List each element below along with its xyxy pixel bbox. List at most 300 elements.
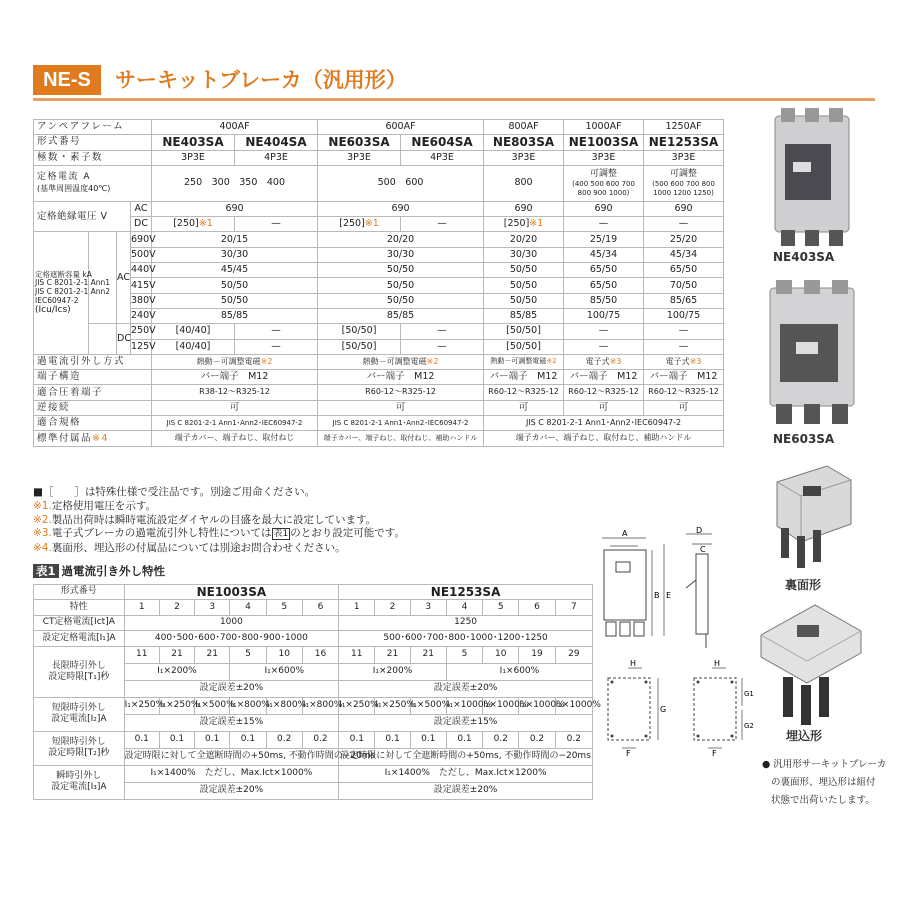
rated-range: 800 900 1000) [577, 189, 630, 198]
crimp-cell: R60-12～R325-12 [318, 385, 484, 400]
model-cell: NE603SA [318, 135, 401, 150]
spec-row [34, 120, 724, 135]
footnote [762, 756, 886, 810]
voltage-label: 380V [131, 293, 152, 308]
voltage-label: 690V [131, 232, 152, 247]
idx-cell: 2 [159, 600, 194, 615]
reverse-cell: 可 [564, 400, 644, 415]
note-text: 電子式ブレーカの過電流引外し特性については [51, 527, 272, 540]
ne603sa-image [766, 280, 858, 426]
model-cell: NE1253SA [644, 135, 724, 150]
long-cell: 21 [410, 646, 446, 663]
voltage-label: 240V [131, 308, 152, 323]
break-cell: 30/30 [152, 247, 318, 262]
stime-note: 設定時限に対して全遮断時間の+50ms, 不動作時間の−20ms [124, 748, 339, 765]
notes [33, 486, 405, 556]
poles-cell: 4P3E [401, 150, 484, 165]
long-label [34, 646, 125, 697]
ins-ac: 690 [644, 201, 724, 216]
ct-cell: 1250 [339, 615, 593, 630]
caption-ne603sa: NE603SA [773, 432, 835, 446]
set-label: 設定定格電流[I₁]A [34, 631, 125, 646]
idx-cell: 4 [230, 600, 266, 615]
note-text: 製品出荷時は瞬時電流設定ダイヤルの目盛を最大に設定しています。 [51, 513, 377, 526]
short-cell: I₁×800% [302, 697, 338, 714]
spec-row [34, 339, 724, 354]
trip-type: 電子式 [585, 356, 610, 366]
label-frame: アンペアフレーム [34, 120, 152, 135]
crimp-cell: R60-12～R325-12 [484, 385, 564, 400]
ins-dc-value: [250] [503, 218, 530, 230]
long-cell: 10 [266, 646, 302, 663]
poles-cell: 3P3E [318, 150, 401, 165]
frame-cell: 600AF [318, 120, 484, 135]
break-cell: 70/50 [644, 278, 724, 293]
long-cell: 19 [519, 646, 555, 663]
dim-e: E [666, 591, 672, 600]
poles-cell: 3P3E [644, 150, 724, 165]
rated-range: (500 600 700 800 [652, 180, 715, 189]
rated-range: 1000 1200 1250) [653, 189, 714, 198]
break-cell: — [564, 324, 644, 339]
stime-cell: 0.1 [159, 731, 194, 748]
break-cell: — [644, 339, 724, 354]
note-mark: ※1. [33, 499, 52, 512]
frame-cell: 800AF [484, 120, 564, 135]
ins-dc: — [564, 217, 644, 232]
footnote-line: 状態で出荷いたします。 [771, 795, 875, 806]
set-cell: 400･500･600･700･800･900･1000 [124, 631, 339, 646]
spec-row [34, 370, 724, 385]
long-cell: 21 [195, 646, 230, 663]
frame-cell: 400AF [152, 120, 318, 135]
long-cell: 5 [446, 646, 482, 663]
spec-row [34, 385, 724, 400]
break-cell: [50/50] [318, 339, 401, 354]
break-cell: [50/50] [484, 324, 564, 339]
spec-row [34, 416, 724, 431]
footnote-line: の裏面形、埋込形は組付 [771, 777, 876, 788]
idx-cell: 6 [302, 600, 338, 615]
note-line: ■［ ］は特殊仕様で受注品です。別途ご用命ください。 [33, 486, 316, 498]
stime-cell: 0.1 [375, 731, 410, 748]
idx-cell: 1 [124, 600, 159, 615]
reverse-cell: 可 [644, 400, 724, 415]
caption-ne403sa: NE403SA [773, 250, 835, 264]
break-cell: — [401, 339, 484, 354]
trip-row [34, 731, 593, 748]
break-cell: 85/85 [152, 308, 318, 323]
rated-800: 800 [484, 165, 564, 201]
accessory-cell: 端子カバー、端子ねじ、取付ねじ、補助ハンドル [318, 431, 484, 446]
label-line: 瞬時引外し [56, 771, 102, 782]
break-cell: 50/50 [152, 278, 318, 293]
voltage-label: 415V [131, 278, 152, 293]
note-mark: ※4 [92, 432, 110, 444]
trip-row [34, 585, 593, 600]
reverse-cell: 可 [152, 400, 318, 415]
ins-dc: — [235, 217, 318, 232]
spec-row [34, 201, 724, 216]
break-cell: 45/34 [564, 247, 644, 262]
trip-type: 熱動－可調整電磁 [490, 357, 547, 366]
trip-cell [318, 354, 484, 369]
short-cell: I₁×800% [266, 697, 302, 714]
inst-cell: I₁×1400% ただし、Max.Ict×1200% [339, 765, 593, 782]
idx-cell: 3 [410, 600, 446, 615]
label-crimp: 適合圧着端子 [34, 385, 152, 400]
short-cell: I₁×500% [195, 697, 230, 714]
trip-row [34, 765, 593, 782]
break-cell: 50/50 [484, 278, 564, 293]
long-cell: 16 [302, 646, 338, 663]
ins-ac: 690 [152, 201, 318, 216]
stime-cell: 0.1 [124, 731, 159, 748]
break-cell: 85/85 [318, 308, 484, 323]
reverse-cell: 可 [484, 400, 564, 415]
ac-label: AC [117, 232, 131, 324]
break-cell: 30/30 [318, 247, 484, 262]
break-cell: 30/30 [484, 247, 564, 262]
dim-d: D [696, 526, 703, 535]
rear-mount-image [767, 462, 855, 572]
terminal-cell: バー端子 M12 [564, 370, 644, 385]
breaking-label: JIS C 8201-2-1 Ann1 [35, 278, 111, 288]
long-cell: 21 [159, 646, 194, 663]
note-mark: ※2. [33, 513, 52, 526]
label-standard: 適合規格 [34, 416, 152, 431]
long-mul: I₁×600% [230, 663, 339, 680]
rated-1250 [644, 165, 724, 201]
break-cell: [40/40] [152, 339, 235, 354]
note-mark: ※3. [33, 527, 52, 540]
note-line [33, 527, 405, 542]
break-cell: 50/50 [318, 278, 484, 293]
ac-label: AC [131, 201, 152, 216]
short-cell: I₁×800% [230, 697, 266, 714]
label-line: 設定時限[T₂]秒 [48, 748, 110, 759]
label-terminal: 端子構造 [34, 370, 152, 385]
spec-row [34, 293, 724, 308]
crimp-cell: R38-12～R325-12 [152, 385, 318, 400]
trip-table-heading [33, 563, 165, 579]
trip-type: 電子式 [665, 356, 690, 366]
model-cell: NE1003SA [124, 585, 339, 600]
break-cell: 25/19 [564, 232, 644, 247]
rated-600: 500 600 [318, 165, 484, 201]
break-cell: — [235, 324, 318, 339]
label-accessory [34, 431, 152, 446]
short-cell: I₁×250% [339, 697, 375, 714]
inst-tol: 設定誤差±20% [339, 782, 593, 799]
note-mark: ※2 [426, 356, 439, 366]
short-cell: I₁×250% [159, 697, 194, 714]
break-cell: [40/40] [152, 324, 235, 339]
model-cell: NE404SA [235, 135, 318, 150]
ne403sa-image [771, 112, 853, 248]
breaking-label: (Icu/Ics) [35, 305, 71, 316]
label-model: 形式番号 [34, 135, 152, 150]
label-line: 短限時引外し [51, 703, 106, 714]
break-cell: 65/50 [564, 278, 644, 293]
label-line: 設定電流[I₂]A [51, 714, 107, 725]
break-cell: 50/50 [152, 293, 318, 308]
ins-dc-value: [250] [173, 218, 199, 230]
dimension-mount-a [600, 656, 670, 756]
adjustable-label: 可調整 [670, 169, 698, 180]
stime-cell: 0.2 [483, 731, 519, 748]
caption-rear: 裏面形 [785, 578, 822, 592]
break-cell: [50/50] [484, 339, 564, 354]
short-cell: I₁×1000% [483, 697, 519, 714]
label-poles: 極数・素子数 [34, 150, 152, 165]
idx-cell: 3 [195, 600, 230, 615]
standard-cell: JIS C 8201-2-1 Ann1･Ann2･IEC60947-2 [318, 416, 484, 431]
spec-row [34, 308, 724, 323]
trip-type: 熱動－可調整電磁 [362, 356, 427, 366]
break-cell: — [644, 324, 724, 339]
breaking-label: IEC60947-2 [35, 295, 79, 305]
stime-cell: 0.2 [302, 731, 338, 748]
note-text: のとおり設定可能です。 [290, 527, 405, 540]
short-cell: I₁×250% [124, 697, 159, 714]
adjustable-label: 可調整 [590, 169, 618, 180]
table-tag: 表1 [33, 564, 59, 578]
short-cell: I₁×500% [410, 697, 446, 714]
note-line [33, 500, 405, 514]
table-ref: 表1 [273, 529, 289, 540]
idx-cell: 6 [519, 600, 555, 615]
short-tol: 設定誤差±15% [339, 714, 593, 731]
breaking-label: 定格遮断容量 kA [35, 269, 92, 279]
rated-1000 [564, 165, 644, 201]
terminal-cell: バー端子 M12 [152, 370, 318, 385]
break-cell: 65/50 [564, 263, 644, 278]
long-mul: I₁×200% [339, 663, 447, 680]
break-cell: 85/85 [484, 308, 564, 323]
label-line: 短限時引外し [51, 737, 106, 748]
spec-row [34, 150, 724, 165]
trip-row [34, 631, 593, 646]
trip-type: 熱動－可調整電磁 [196, 356, 261, 366]
ins-dc [318, 217, 401, 232]
crimp-cell: R60-12～R325-12 [564, 385, 644, 400]
accessory-cell: 端子カバー、端子ねじ、取付ねじ、補助ハンドル [484, 431, 724, 446]
break-cell: 45/34 [644, 247, 724, 262]
poles-cell: 3P3E [152, 150, 235, 165]
spec-table [33, 119, 724, 447]
rated-current-sub: (基準周囲温度40℃) [37, 184, 111, 194]
label-reverse: 逆接続 [34, 400, 152, 415]
frame-cell: 1250AF [644, 120, 724, 135]
break-cell: 50/50 [484, 263, 564, 278]
set-cell: 500･600･700･800･1000･1200･1250 [339, 631, 593, 646]
break-cell: 25/20 [644, 232, 724, 247]
poles-cell: 3P3E [564, 150, 644, 165]
inst-label [34, 765, 125, 799]
flush-mount-image [757, 595, 865, 731]
footnote-line: ● 汎用形サーキットブレーカ [762, 759, 887, 770]
stime-label [34, 731, 125, 765]
spec-row [34, 135, 724, 150]
note-text: 定格使用電圧を示す。 [51, 499, 156, 512]
model-label: 形式番号 [34, 585, 125, 600]
standard-cell: JIS C 8201-2-1 Ann1･Ann2･IEC60947-2 [484, 416, 724, 431]
standard-cell: JIS C 8201-2-1 Ann1･Ann2･IEC60947-2 [152, 416, 318, 431]
note-mark: ※4. [33, 542, 52, 555]
dc-label: DC [117, 324, 131, 355]
terminal-cell: バー端子 M12 [644, 370, 724, 385]
note-mark: ※1 [364, 218, 379, 230]
dimension-mount-b [686, 656, 756, 756]
spec-row [34, 247, 724, 262]
dim-h: H [714, 659, 721, 668]
trip-cell [152, 354, 318, 369]
note-mark: ※1 [529, 218, 544, 230]
dimension-front-side [600, 528, 718, 650]
model-cell: NE1253SA [339, 585, 593, 600]
terminal-cell: バー端子 M12 [318, 370, 484, 385]
ins-dc [152, 217, 235, 232]
label-breaking [34, 232, 111, 354]
label-insulation: 定格絶縁電圧 V [34, 201, 131, 232]
note-line [33, 514, 405, 528]
model-cell: NE604SA [401, 135, 484, 150]
short-cell: I₁×1000% [555, 697, 592, 714]
stime-cell: 0.1 [230, 731, 266, 748]
long-cell: 10 [483, 646, 519, 663]
frame-cell: 1000AF [564, 120, 644, 135]
char-label: 特性 [34, 600, 125, 615]
page-header [33, 63, 875, 103]
long-tol: 設定誤差±20% [339, 680, 593, 697]
break-cell: 20/15 [152, 232, 318, 247]
voltage-label: 500V [131, 247, 152, 262]
voltage-label: 440V [131, 263, 152, 278]
idx-cell: 5 [266, 600, 302, 615]
header-rule [33, 98, 875, 101]
stime-cell: 0.1 [195, 731, 230, 748]
spec-row [34, 400, 724, 415]
accessory-cell: 端子カバー、端子ねじ、取付ねじ [152, 431, 318, 446]
ins-ac: 690 [484, 201, 564, 216]
voltage-label: 250V [131, 324, 152, 339]
rated-400: 250 300 350 400 [152, 165, 318, 201]
inst-tol: 設定誤差±20% [124, 782, 339, 799]
poles-cell: 3P3E [484, 150, 564, 165]
terminal-cell: バー端子 M12 [484, 370, 564, 385]
model-cell: NE403SA [152, 135, 235, 150]
long-mul: I₁×200% [124, 663, 230, 680]
reverse-cell: 可 [318, 400, 484, 415]
dc-label: DC [131, 217, 152, 232]
break-cell: 65/50 [644, 263, 724, 278]
dim-c: C [700, 545, 706, 554]
idx-cell: 5 [483, 600, 519, 615]
dim-g2: G2 [744, 722, 754, 730]
label-line: 設定時限[T₁]秒 [48, 671, 110, 682]
rated-range: (400 500 600 700 [572, 180, 635, 189]
break-cell: 50/50 [484, 293, 564, 308]
ins-dc: — [644, 217, 724, 232]
spec-row [34, 431, 724, 446]
stime-cell: 0.2 [266, 731, 302, 748]
breaking-label: JIS C 8201-2-1 Ann2 [35, 287, 111, 296]
ct-label: CT定格電流[Ict]A [34, 615, 125, 630]
trip-row [34, 697, 593, 714]
long-cell: 11 [124, 646, 159, 663]
break-cell: [50/50] [318, 324, 401, 339]
dim-g1: G1 [744, 690, 754, 698]
spec-row [34, 278, 724, 293]
stime-note: 設定時限に対して全遮断時間の+50ms, 不動作時間の−20ms [339, 748, 593, 765]
break-cell: 20/20 [484, 232, 564, 247]
note-mark: ※1 [198, 218, 213, 230]
stime-cell: 0.1 [410, 731, 446, 748]
note-line [33, 542, 405, 556]
trip-cell [644, 354, 724, 369]
break-cell: 20/20 [318, 232, 484, 247]
dim-h: H [630, 659, 637, 668]
break-cell: 85/50 [564, 293, 644, 308]
idx-cell: 7 [555, 600, 592, 615]
long-cell: 29 [555, 646, 592, 663]
ins-ac: 690 [564, 201, 644, 216]
label-rated-current [34, 165, 152, 201]
label-line: 長限時引外し [51, 660, 106, 671]
break-cell: 50/50 [318, 293, 484, 308]
long-cell: 5 [230, 646, 266, 663]
stime-cell: 0.1 [339, 731, 375, 748]
dim-a: A [622, 529, 628, 538]
spec-row [34, 324, 724, 339]
note-mark: ※3 [689, 356, 702, 366]
dim-b: B [654, 591, 660, 600]
idx-cell: 4 [446, 600, 482, 615]
short-tol: 設定誤差±15% [124, 714, 339, 731]
break-cell: — [235, 339, 318, 354]
stime-cell: 0.2 [555, 731, 592, 748]
trip-table [33, 584, 601, 800]
break-cell: 45/45 [152, 263, 318, 278]
spec-row [34, 165, 724, 201]
table-title: 過電流引き外し特性 [61, 564, 166, 578]
break-cell: 100/75 [644, 308, 724, 323]
model-cell: NE1003SA [564, 135, 644, 150]
stime-cell: 0.1 [446, 731, 482, 748]
break-cell: 50/50 [318, 263, 484, 278]
trip-cell [564, 354, 644, 369]
break-cell: 100/75 [564, 308, 644, 323]
note-mark: ※3 [609, 356, 622, 366]
long-cell: 21 [375, 646, 410, 663]
stime-cell: 0.2 [519, 731, 555, 748]
ins-dc: — [401, 217, 484, 232]
ins-dc [484, 217, 564, 232]
long-tol: 設定誤差±20% [124, 680, 339, 697]
break-cell: — [564, 339, 644, 354]
label-line: 設定電流[I₃]A [51, 782, 107, 793]
long-mul: I₁×600% [446, 663, 592, 680]
model-cell: NE803SA [484, 135, 564, 150]
dim-g: G [660, 705, 667, 714]
note-mark: ※2 [260, 356, 273, 366]
note-mark: ※2 [546, 357, 557, 366]
trip-row [34, 646, 593, 663]
series-badge: NE-S [33, 65, 101, 95]
idx-cell: 1 [339, 600, 375, 615]
spec-row [34, 217, 724, 232]
